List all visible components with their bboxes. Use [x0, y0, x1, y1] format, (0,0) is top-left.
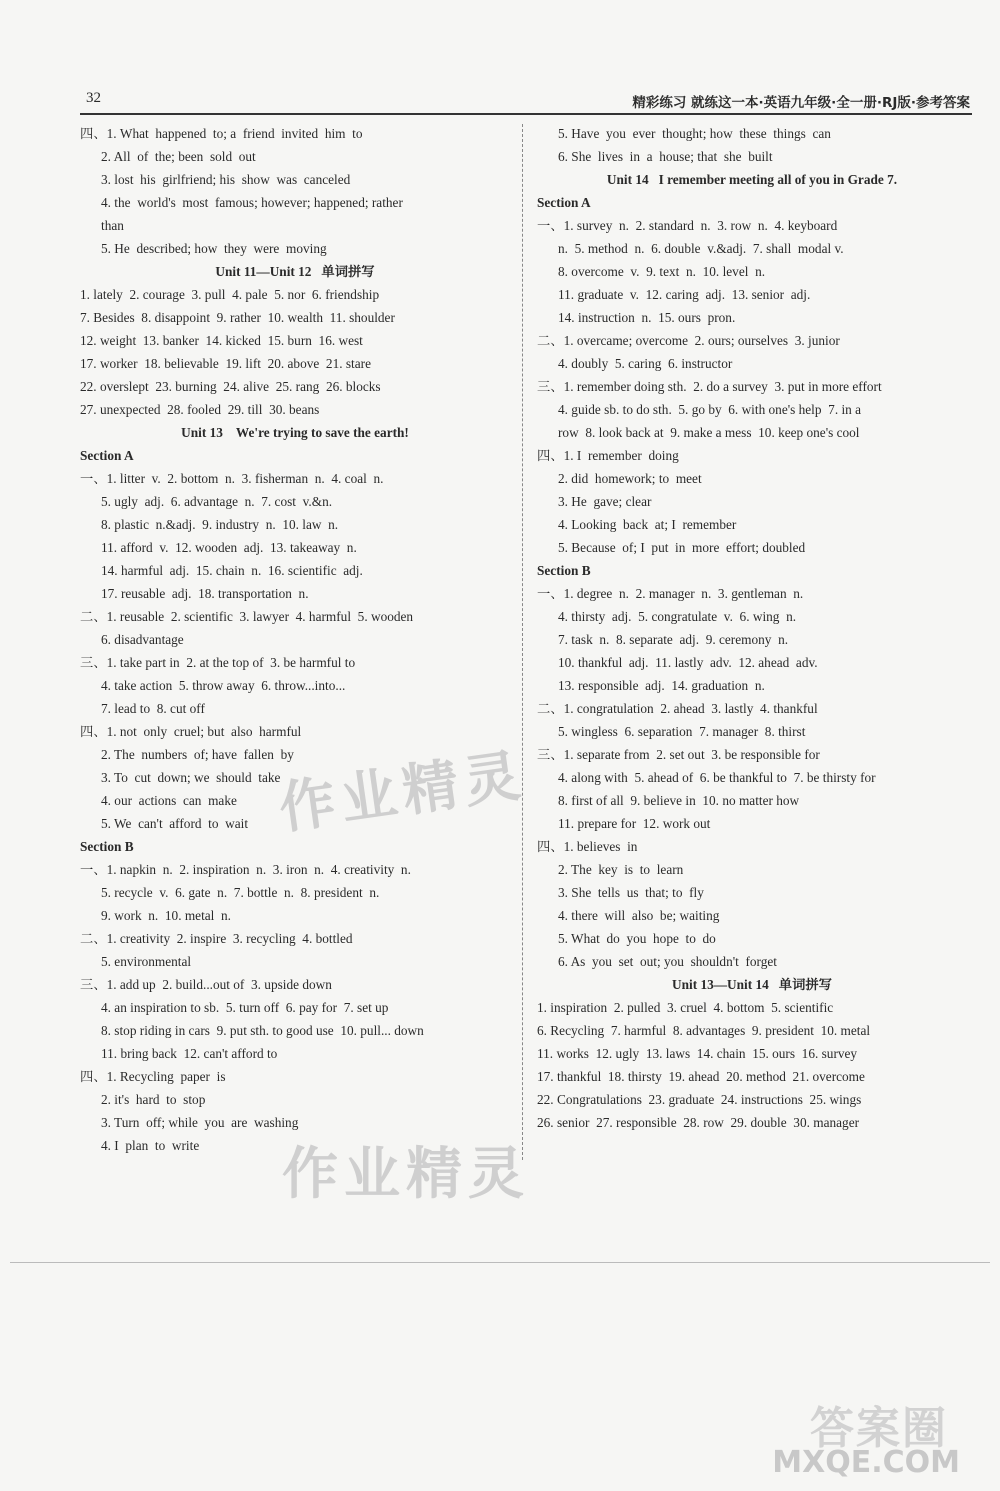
section-heading: Section B [80, 839, 134, 854]
right-column [537, 122, 967, 1134]
answer-line: 三、1. separate from 2. set out 3. be responsible for [537, 747, 820, 762]
page-number: 32 [86, 90, 101, 106]
answer-line: 13. responsible adj. 14. graduation n. [558, 678, 765, 693]
answer-line: 2. did homework; to meet [558, 471, 702, 486]
answer-line: 4. along with 5. ahead of 6. be thankful to 7. be thirsty for [558, 770, 876, 785]
answer-line: 四、1. I remember doing [537, 448, 679, 463]
answer-line: 4. our actions can make [101, 793, 237, 808]
answer-line: 3. She tells us that; to fly [558, 885, 704, 900]
answer-line: 三、1. add up 2. build...out of 3. upside down [80, 977, 332, 992]
answer-line: 26. senior 27. responsible 28. row 29. double 30. manager [537, 1115, 860, 1130]
section-heading: Section B [537, 563, 591, 578]
answer-line: 二、1. creativity 2. inspire 3. recycling 4. bottled [80, 931, 353, 946]
site-logo: 答案圈 [810, 1403, 948, 1454]
answer-line: 6. As you set out; you shouldn't forget [558, 954, 777, 969]
answer-line: 5. ugly adj. 6. advantage n. 7. cost v.&n. [101, 494, 333, 509]
answer-line: 一、1. litter v. 2. bottom n. 3. fisherman n. 4. coal n. [80, 471, 384, 486]
answer-line: 9. work n. 10. metal n. [101, 908, 231, 923]
answer-line: 5. wingless 6. separation 7. manager 8. thirst [558, 724, 806, 739]
answer-line: 11. prepare for 12. work out [558, 816, 711, 831]
answer-line: 二、1. congratulation 2. ahead 3. lastly 4. thankful [537, 701, 818, 716]
answer-line: 27. unexpected 28. fooled 29. till 30. beans [80, 402, 320, 417]
answer-line: 四、1. believes in [537, 839, 638, 854]
answer-line: 3. lost his girlfriend; his show was canceled [101, 172, 351, 187]
header-rule [80, 113, 972, 115]
unit-heading: Unit 14 I remember meeting all of you in Grade 7. [606, 172, 898, 187]
answer-line: 6. disadvantage [101, 632, 184, 647]
answer-line: 1. lately 2. courage 3. pull 4. pale 5. nor 6. friendship [80, 287, 380, 302]
answer-line: 四、1. not only cruel; but also harmful [80, 724, 302, 739]
section-heading: Section A [80, 448, 134, 463]
answer-line: 7. task n. 8. separate adj. 9. ceremony n. [558, 632, 789, 647]
answer-line: 4. guide sb. to do sth. 5. go by 6. with one's help 7. in a [558, 402, 862, 417]
answer-line: 8. plastic n.&adj. 9. industry n. 10. law n. [101, 517, 339, 532]
answer-line: 8. first of all 9. believe in 10. no matter how [558, 793, 800, 808]
answer-line: 11. graduate v. 12. caring adj. 13. senior adj. [558, 287, 811, 302]
site-url: MXQE.COM [772, 1445, 960, 1480]
answer-line: 2. it's hard to stop [101, 1092, 206, 1107]
answer-line: 2. All of the; been sold out [101, 149, 256, 164]
answer-line: 6. She lives in a house; that she built [558, 149, 773, 164]
answer-line: 11. afford v. 12. wooden adj. 13. takeaway n. [101, 540, 357, 555]
answer-line: 2. The key is to learn [558, 862, 684, 877]
header-title: 精彩练习 就练这一本·英语九年级·全一册·RJ版·参考答案 [632, 95, 970, 111]
answer-line: 5. What do you hope to do [558, 931, 716, 946]
watermark-stamp: 作业精灵 [275, 743, 530, 842]
watermark-stamp: 作业精灵 [282, 1142, 530, 1207]
answer-line: 22. Congratulations 23. graduate 24. instructions 25. wings [537, 1092, 862, 1107]
answer-line: n. 5. method n. 6. double v.&adj. 7. shall modal v. [558, 241, 844, 256]
answer-line: 7. lead to 8. cut off [101, 701, 205, 716]
answer-line: row 8. look back at 9. make a mess 10. keep one's cool [558, 425, 860, 440]
unit-heading: Unit 11—Unit 12 单词拼写 [215, 264, 375, 279]
answer-line: 4. thirsty adj. 5. congratulate v. 6. wing n. [558, 609, 797, 624]
answer-line: 一、1. survey n. 2. standard n. 3. row n. 4. keyboard [537, 218, 838, 233]
answer-line: 4. take action 5. throw away 6. throw...into... [101, 678, 346, 693]
answer-line: 三、1. remember doing sth. 2. do a survey 3. put in more effort [537, 379, 882, 394]
answer-line: 一、1. degree n. 2. manager n. 3. gentleman n. [537, 586, 804, 601]
answer-line: 11. works 12. ugly 13. laws 14. chain 15. ours 16. survey [537, 1046, 858, 1061]
answer-line: 四、1. Recycling paper is [80, 1069, 226, 1084]
answer-line: 4. the world's most famous; however; happened; rather [101, 195, 403, 210]
answer-line: 4. doubly 5. caring 6. instructor [558, 356, 733, 371]
answer-line: 4. I plan to write [101, 1138, 200, 1153]
answer-line: 17. worker 18. believable 19. lift 20. above 21. stare [80, 356, 371, 371]
answer-line: 6. Recycling 7. harmful 8. advantages 9. president 10. metal [537, 1023, 871, 1038]
answer-line: 5. Have you ever thought; how these things can [558, 126, 831, 141]
answer-line: 14. harmful adj. 15. chain n. 16. scientific adj. [101, 563, 363, 578]
answer-line: 三、1. take part in 2. at the top of 3. be harmful to [80, 655, 356, 670]
answer-line: 11. bring back 12. can't afford to [101, 1046, 278, 1061]
unit-heading: Unit 13—Unit 14 单词拼写 [672, 977, 832, 992]
answer-line: 14. instruction n. 15. ours pron. [558, 310, 736, 325]
answer-line: 5. recycle v. 6. gate n. 7. bottle n. 8. president n. [101, 885, 380, 900]
section-heading: Section A [537, 195, 591, 210]
answer-line: 3. To cut down; we should take [101, 770, 281, 785]
answer-line: 12. weight 13. banker 14. kicked 15. burn 16. west [80, 333, 363, 348]
answer-line: 10. thankful adj. 11. lastly adv. 12. ahead adv. [558, 655, 818, 670]
column-divider [522, 124, 523, 1160]
answer-line: 一、1. napkin n. 2. inspiration n. 3. iron n. 4. creativity n. [80, 862, 411, 877]
answer-line: 5. Because of; I put in more effort; doubled [558, 540, 806, 555]
answer-line: 7. Besides 8. disappoint 9. rather 10. wealth 11. shoulder [80, 310, 395, 325]
answer-line: 8. stop riding in cars 9. put sth. to good use 10. pull... down [101, 1023, 424, 1038]
unit-heading: Unit 13 We're trying to save the earth! [181, 425, 409, 440]
answer-line: 二、1. reusable 2. scientific 3. lawyer 4. harmful 5. wooden [80, 609, 414, 624]
answer-line: 四、1. What happened to; a friend invited him to [80, 126, 363, 141]
answer-line: 1. inspiration 2. pulled 3. cruel 4. bottom 5. scientific [537, 1000, 834, 1015]
left-column [80, 122, 510, 1157]
answer-line: than [101, 218, 124, 233]
answer-line: 3. He gave; clear [558, 494, 652, 509]
answer-line: 5. environmental [101, 954, 192, 969]
answer-line: 8. overcome v. 9. text n. 10. level n. [558, 264, 766, 279]
answer-line: 5. He described; how they were moving [101, 241, 327, 256]
answer-line: 17. reusable adj. 18. transportation n. [101, 586, 309, 601]
answer-line: 4. an inspiration to sb. 5. turn off 6. pay for 7. set up [101, 1000, 389, 1015]
answer-line: 5. We can't afford to wait [101, 816, 249, 831]
answer-line: 4. Looking back at; I remember [558, 517, 737, 532]
answer-line: 二、1. overcame; overcome 2. ours; ourselves 3. junior [537, 333, 840, 348]
answer-line: 3. Turn off; while you are washing [101, 1115, 299, 1130]
answer-line: 17. thankful 18. thirsty 19. ahead 20. method 21. overcome [537, 1069, 865, 1084]
answer-line: 22. overslept 23. burning 24. alive 25. rang 26. blocks [80, 379, 381, 394]
footer-rule [10, 1262, 990, 1263]
answer-line: 2. The numbers of; have fallen by [101, 747, 294, 762]
answer-line: 4. there will also be; waiting [558, 908, 720, 923]
